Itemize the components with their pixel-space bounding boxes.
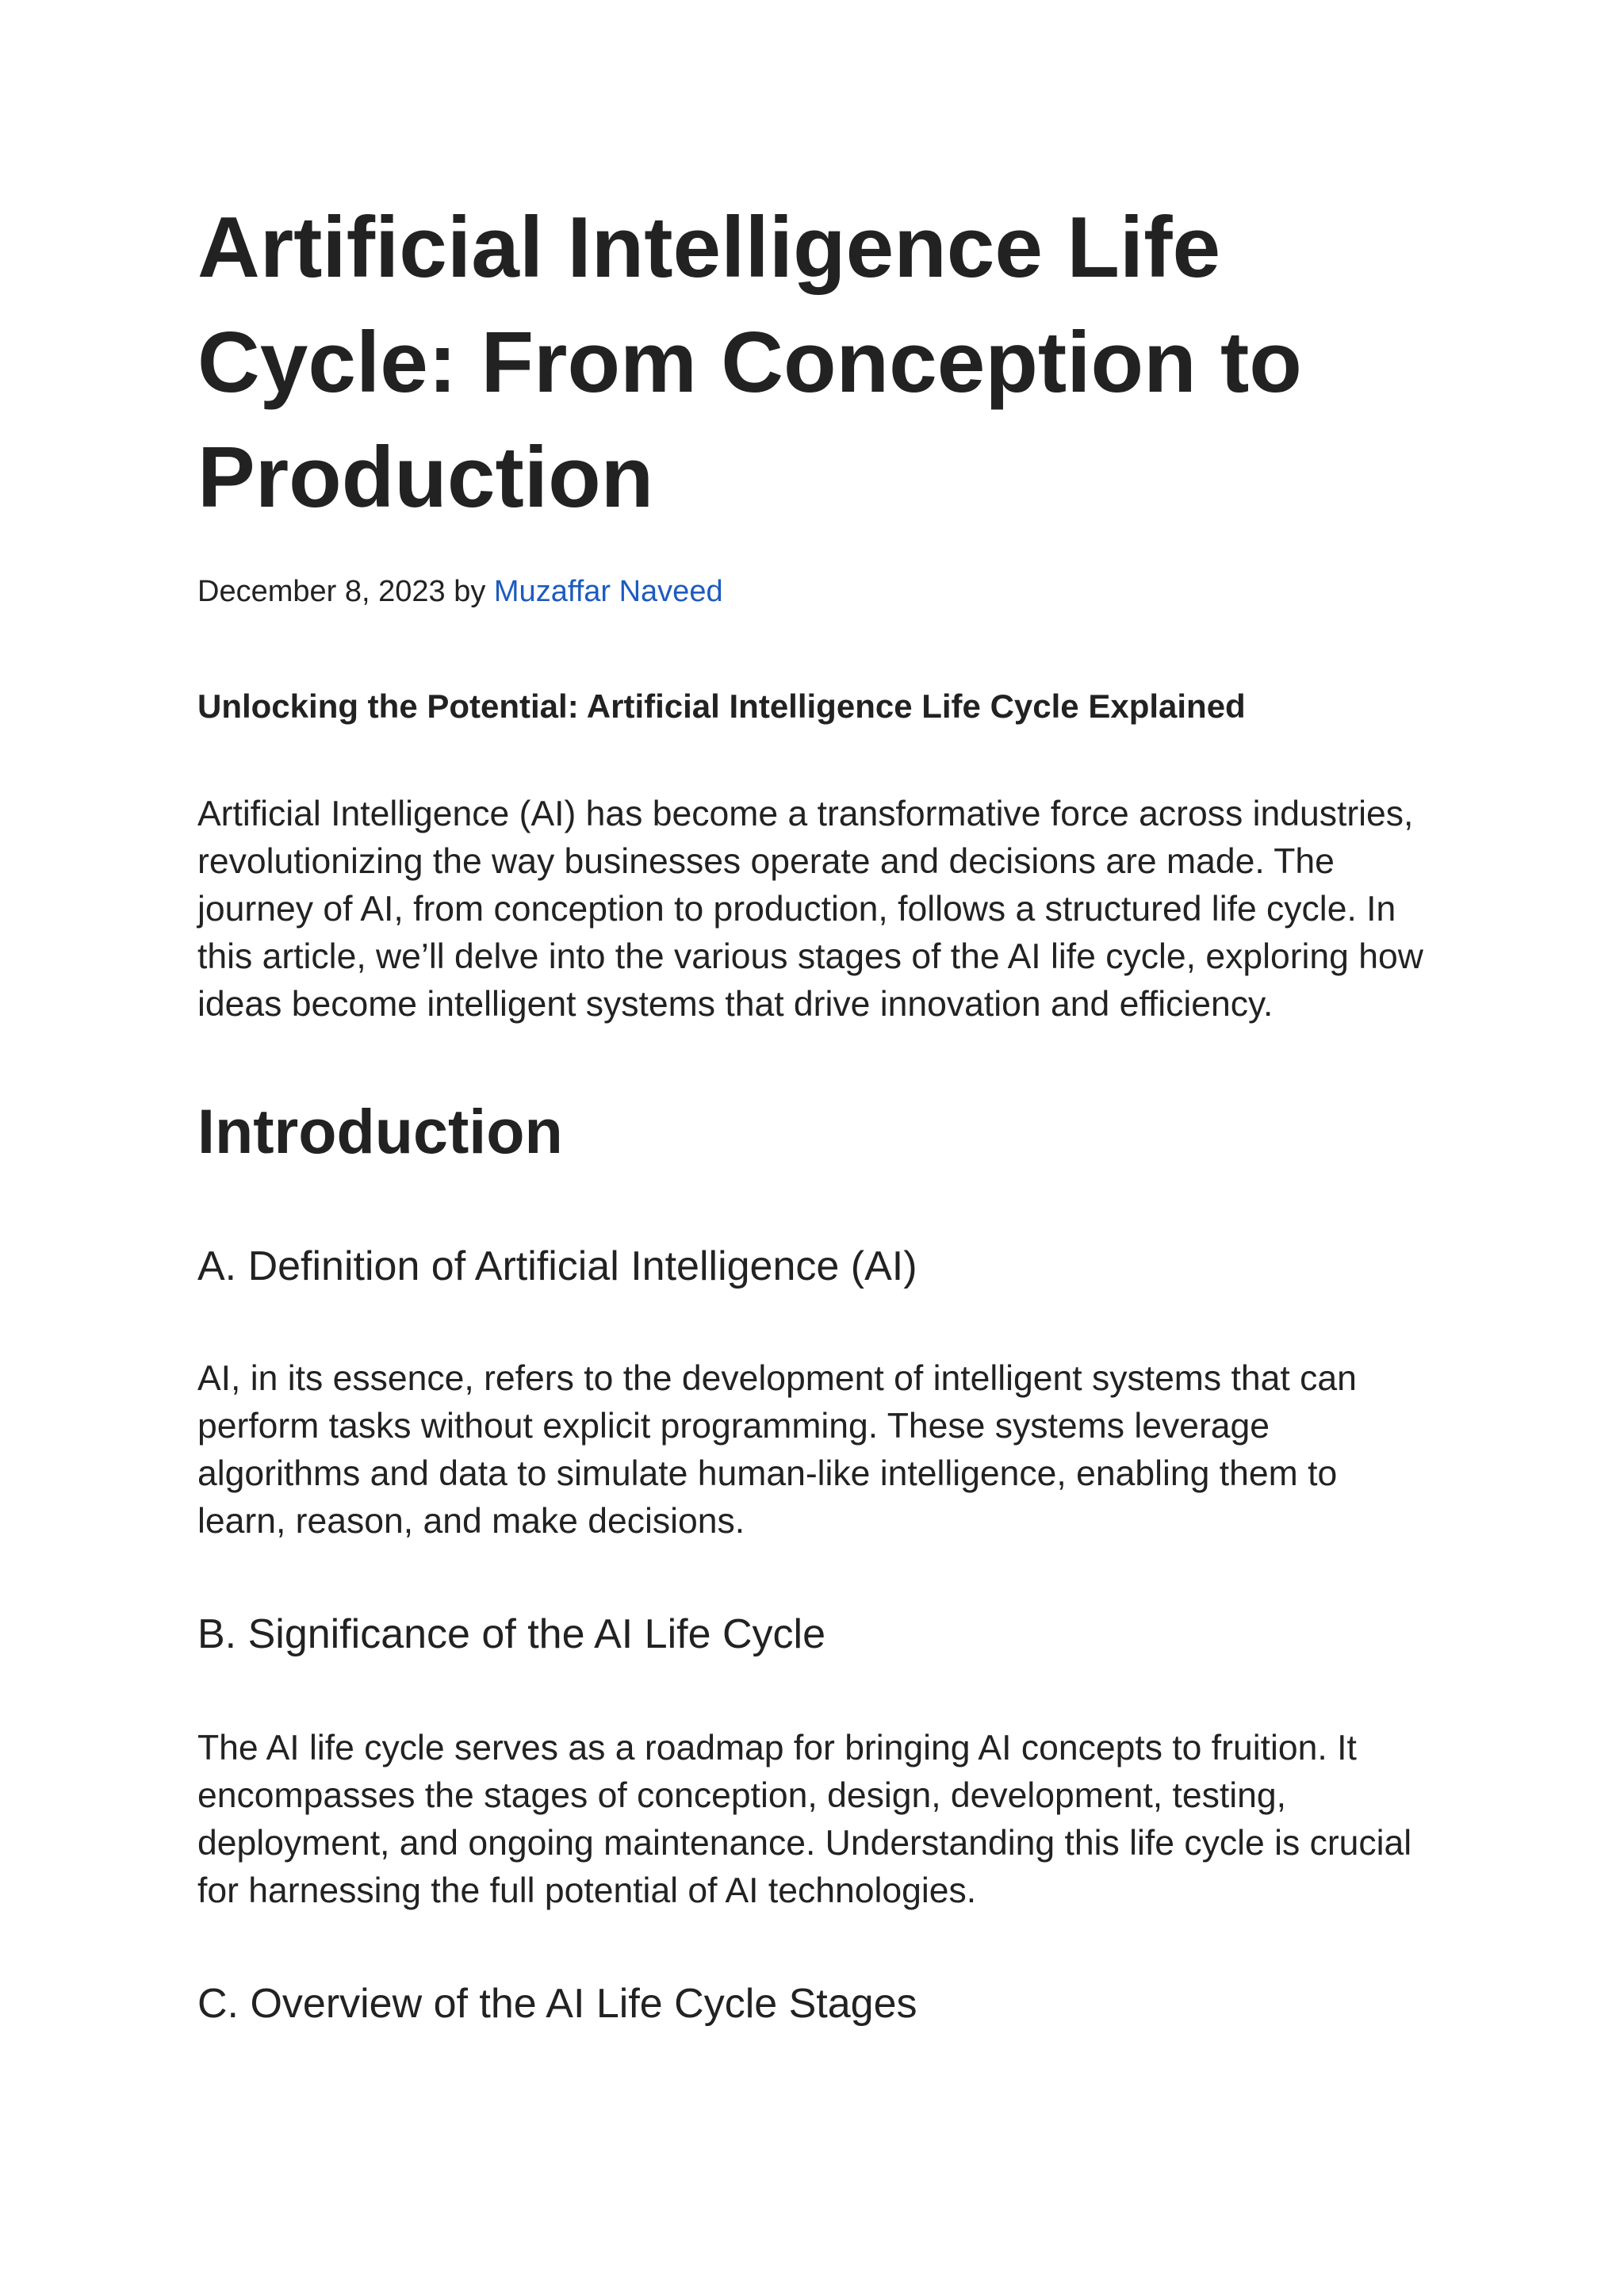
publish-date: December 8, 2023 xyxy=(197,575,446,608)
subsection-heading-definition: A. Definition of Artificial Intelligence (AI) xyxy=(197,1243,917,1289)
subsection-heading-significance: B. Significance of the AI Life Cycle xyxy=(197,1611,825,1657)
subsection-heading-overview: C. Overview of the AI Life Cycle Stages xyxy=(197,1981,917,2027)
article-title: Artificial Intelligence Life Cycle: From Conception to Production xyxy=(197,199,1302,526)
definition-paragraph: AI, in its essence, refers to the development of intelligent systems that can perform tasks without explicit programming. These systems leverage algorithms and data to simulate human-like intelligence, enabling them to learn, reason, and make decisions. xyxy=(197,1359,1357,1541)
author-link[interactable]: Muzaffar Naveed xyxy=(493,575,723,608)
article-body xyxy=(197,190,1434,2029)
article-meta xyxy=(197,573,1434,610)
section-heading-introduction: Introduction xyxy=(197,1096,563,1166)
lead-heading: Unlocking the Potential: Artificial Intelligence Life Cycle Explained xyxy=(197,687,1246,725)
intro-paragraph: Artificial Intelligence (AI) has become a transformative force across industries, revolutionizing the way businesses operate and decisions are made. The journey of AI, from conception to production, follows a structured life cycle. In this article, we’ll delve into the various stages of the AI life cycle, exploring how ideas become intelligent systems that drive innovation and efficiency. xyxy=(197,795,1423,1024)
significance-paragraph: The AI life cycle serves as a roadmap for bringing AI concepts to fruition. It encompasses the stages of conception, design, development, testing, deployment, and ongoing maintenance. Understanding this life cycle is crucial for harnessing the full potential of AI technologies. xyxy=(197,1729,1412,1910)
byline-by: by xyxy=(454,575,486,608)
